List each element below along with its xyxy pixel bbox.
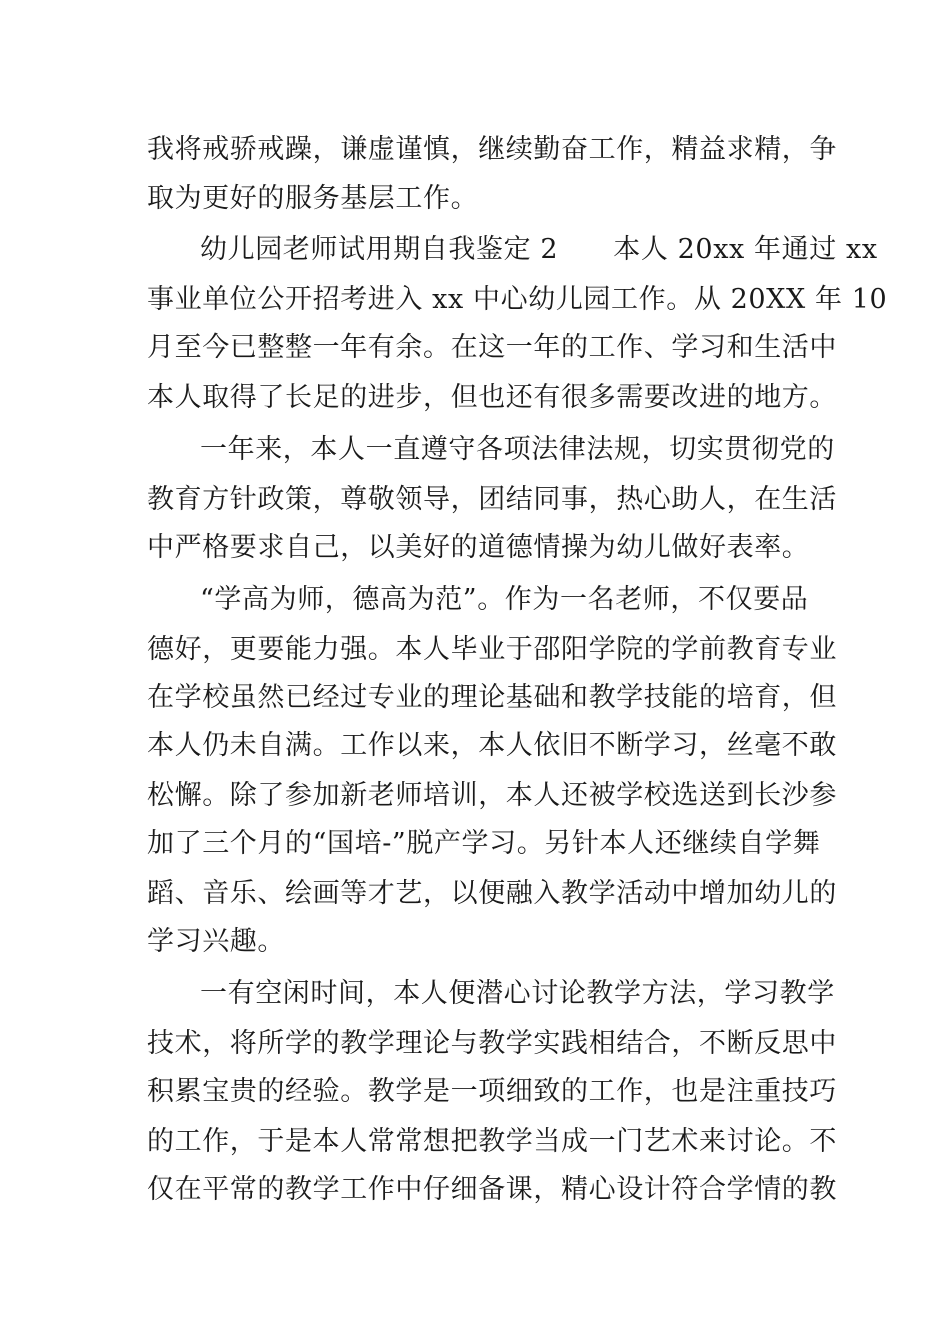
text-line: 幼儿园老师试用期自我鉴定 2 本人 20xx 年通过 xx bbox=[200, 234, 878, 265]
text-line: 本人取得了长足的进步，但也还有很多需要改进的地方。 bbox=[147, 382, 837, 413]
text-line: 的工作，于是本人常常想把教学当成一门艺术来讨论。不 bbox=[147, 1126, 837, 1157]
text-line: 仅在平常的教学工作中仔细备课，精心设计符合学情的教 bbox=[147, 1174, 837, 1205]
text-line: 我将戒骄戒躁，谦虚谨慎，继续勤奋工作，精益求精，争 bbox=[147, 134, 837, 165]
text-line: 蹈、音乐、绘画等才艺，以便融入教学活动中增加幼儿的 bbox=[147, 878, 837, 909]
text-line: 中严格要求自己，以美好的道德情操为幼儿做好表率。 bbox=[147, 532, 810, 563]
text-line: 月至今已整整一年有余。在这一年的工作、学习和生活中 bbox=[147, 332, 837, 363]
text-line: 一年来，本人一直遵守各项法律法规，切实贯彻党的 bbox=[200, 434, 835, 465]
text-line: 积累宝贵的经验。教学是一项细致的工作，也是注重技巧 bbox=[147, 1076, 837, 1107]
text-line: 加了三个月的“国培-”脱产学习。另针本人还继续自学舞 bbox=[147, 828, 821, 859]
text-line: 教育方针政策，尊敬领导，团结同事，热心助人，在生活 bbox=[147, 484, 837, 515]
text-line: 德好，更要能力强。本人毕业于邵阳学院的学前教育专业 bbox=[147, 634, 837, 665]
text-line: 在学校虽然已经过专业的理论基础和教学技能的培育，但 bbox=[147, 682, 837, 713]
text-line: 松懈。除了参加新老师培训，本人还被学校选送到长沙参 bbox=[147, 780, 837, 811]
text-line: 学习兴趣。 bbox=[147, 926, 285, 957]
text-line: “学高为师，德高为范”。作为一名老师，不仅要品 bbox=[200, 584, 809, 615]
text-line: 取为更好的服务基层工作。 bbox=[147, 183, 479, 214]
text-line: 一有空闲时间，本人便潜心讨论教学方法，学习教学 bbox=[200, 978, 835, 1009]
text-line: 本人仍未自满。工作以来，本人依旧不断学习，丝毫不敢 bbox=[147, 730, 837, 761]
text-line: 事业单位公开招考进入 xx 中心幼儿园工作。从 20XX 年 10 bbox=[147, 284, 888, 315]
text-line: 技术，将所学的教学理论与教学实践相结合，不断反思中 bbox=[147, 1028, 837, 1059]
